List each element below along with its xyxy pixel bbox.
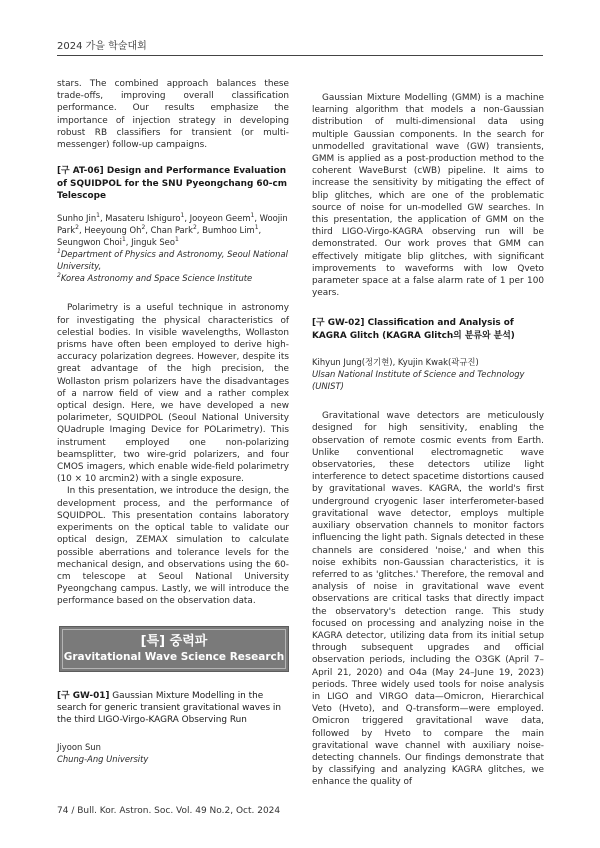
abstract-title-gw02: [구 GW-02] Classification and Analysis of KAGRA Glitch (KAGRA Glitch의 분류와 분석) [312, 318, 515, 341]
affiliation-mark: 1 [180, 212, 185, 220]
right-column [312, 78, 544, 789]
affiliation-mark: 1 [254, 224, 259, 232]
header-rule [57, 55, 543, 56]
affiliation-gw02: Ulsan National Institute of Science and Technology (UNIST) [312, 369, 525, 392]
abstract-title-gw01 [57, 690, 289, 727]
author-list-gw02: Kihyun Jung(정기현), Kyujin Kwak(곽규진) [312, 357, 479, 368]
author-name: , Bumhoo Lim [196, 225, 255, 236]
abstract-paragraph: Gaussian Mixture Modelling (GMM) is a machine learning algorithm that models a non-Gaussian distribution of multi-dimensional data using multiple Gaussian components. In the search for unmodelled gravitational wave (GW) transients, GMM is applied as a post-production method to the coherent WaveBurst (cWB) pipeline. It aims to increase the sensitivity by mitigating the effect of blip glitches, which are one of the problematic source of noise for un-modelled GW searches. In this presentation, the application of GMM on the third LIGO-Virgo-KAGRA observing run will be demonstrated. Our work proves that GMM can effectively mitigate blip glitches, with significant improvements to waveforms with low Qveto parameter space at a false alarm rate of 1 per 100 years. [312, 93, 544, 299]
affiliation-text: Korea Astronomy and Space Science Institute [60, 273, 253, 284]
abstract-title-text: Gaussian Mixture Modelling in the search for generic transient gravitational waves in the third LIGO-Virgo-KAGRA Observing Run [57, 690, 282, 726]
author-name: , Seungwon Choi [57, 225, 262, 248]
page-footer: 74 / Bull. Kor. Astron. Soc. Vol. 49 No.2, Oct. 2024 [57, 806, 281, 816]
author-name: , Masateru Ishiguro [99, 213, 181, 224]
affiliation-mark: 2 [141, 224, 146, 232]
affiliation-mark: 1 [250, 212, 255, 220]
abstract-paragraph: Polarimetry is a useful technique in astronomy for investigating the physical characteristics of celestial bodies. In visible wavelengths, Wollaston prisms have often been employed to derive high-accuracy polarization degrees. However, despite its great advantage of the high precision, the Wollaston prism polarizers have the disadvantages of a narrow field of view and a rather complex optical design. Here, we have developed a new polarimeter, SQUIDPOL (Seoul National University QUadruple Imaging Device for POLarimetry). This instrument employed one non-polarizing beamsplitter, two wire-grid polarizers, and four CMOS imagers, which enable wide-field polarimetry (10 × 10 arcmin2) with a single exposure. [57, 303, 289, 485]
session-banner [59, 626, 289, 672]
author-name: , Heeyoung Oh [78, 225, 142, 236]
affiliation-mark: 1 [96, 212, 100, 220]
author-name: , Woojin Park [57, 213, 288, 236]
affiliation-mark: 2 [57, 272, 61, 280]
author-name: Sunho Jin [57, 213, 97, 224]
left-column [57, 78, 289, 765]
author-list-at06 [57, 212, 289, 248]
affiliation-1 [57, 248, 289, 272]
affiliation-2 [57, 272, 289, 284]
session-banner-title: [특] 중력파 [140, 633, 208, 649]
affiliation-mark: 1 [174, 236, 179, 244]
affiliation-mark: 1 [121, 236, 126, 244]
author-name: , Chan Park [145, 225, 193, 236]
abstract-paragraph: Gravitational wave detectors are meticulously designed for high sensitivity, enabling the observation of remote cosmic events from Earth. Unlike conventional electromagnetic wave observatories, these detectors utilize light interference to detect spacetime distortions caused by gravitational waves. KAGRA, the world's first underground cryogenic laser interferometer-based gravitational wave detector, employs multiple auxiliary observation channels to monitor factors influencing the light path. Signals detected in these channels are considered 'noise,' and when this noise exhibits non-Gaussian characteristics, it is referred to as 'glitches.' Therefore, the removal and analysis of noise in gravitational wave event observations are critical tasks that directly impact the observatory's detection range. This study focused on processing and analyzing noise in the KAGRA detector, utilizing data from its initial setup through subsequent upgrades and official observation periods, including the O3GK (April 7–April 21, 2020) and O4a (May 24–June 19, 2023) periods. Three widely used tools for noise analysis in LIGO and VIRGO data—Omicron, Hierarchical Veto (Hveto), and Q-transform—were employed. Omicron triggered gravitational wave data, followed by Hveto to compare the main gravitational wave channel with auxiliary noise-detecting channels. Our findings demonstrate that by classifying and analyzing KAGRA glitches, we enhance the quality of [312, 411, 544, 788]
running-header: 2024 가을 학술대회 [57, 41, 147, 52]
author-list-gw01: Jiyoon Sun [57, 741, 101, 752]
affiliation-mark: 2 [75, 224, 79, 232]
session-banner-subtitle: Gravitational Wave Science Research [63, 650, 285, 663]
abstract-title-at06: [구 AT-06] Design and Performance Evaluation of SQUIDPOL for the SNU Pyeongchang 60-cm Telescope [57, 166, 287, 202]
author-name: , Jinguk Seo [125, 237, 175, 248]
continuation-paragraph: stars. The combined approach balances these trade-offs, improving overall classification performance. Our results emphasize the importance of injection strategy in developing robust RB classifiers for transient (or multi-messenger) follow-up campaigns. [57, 79, 289, 151]
author-name: , Jooyeon Geem [184, 213, 251, 224]
affiliation-text: Department of Physics and Astronomy, Seoul National University, [57, 249, 288, 272]
abstract-paragraph: In this presentation, we introduce the design, the development process, and the performance of SQUIDPOL. This presentation contains laboratory experiments on the optical table to validate our optical design, ZEMAX simulation to calculate possible aberrations and tolerance levels for the mechanical design, and observations using the 60-cm telescope at Seoul National University Pyeongchang campus. Lastly, we will introduce the performance based on the observation data. [57, 486, 289, 607]
affiliation-gw01: Chung-Ang University [57, 753, 149, 764]
abstract-code: [구 GW-01] [57, 690, 110, 701]
affiliation-mark: 2 [192, 224, 197, 232]
affiliation-mark: 1 [57, 248, 61, 256]
